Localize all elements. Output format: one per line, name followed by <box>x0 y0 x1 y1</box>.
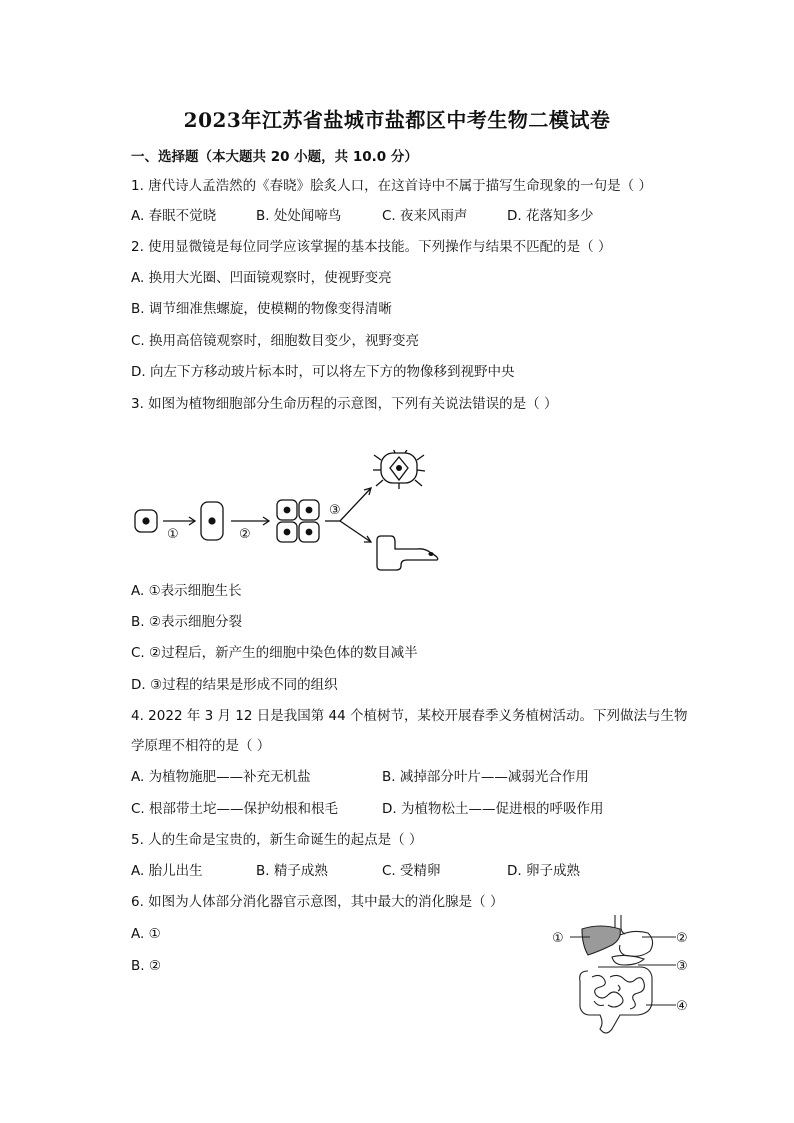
pancreas-icon <box>612 955 644 965</box>
section-heading: 一、选择题（本大题共 20 小题，共 10.0 分） <box>131 149 418 165</box>
label-3: ③ <box>676 959 688 974</box>
page-title: 2023年江苏省盐城市盐都区中考生物二模试卷 <box>183 108 611 132</box>
q1-option-a: A. 春眠不觉晓 <box>131 208 217 224</box>
q1-option-b: B. 处处闻啼鸟 <box>256 208 342 224</box>
question-4-stem-line-1: 4. 2022 年 3 月 12 日是我国第 44 个植树节，某校开展春季义务植树活动。下列做法与生物 <box>131 708 688 724</box>
small-intestine-icon <box>592 975 644 1009</box>
label-1: ① <box>552 931 564 946</box>
q6-option-a: A. ① <box>131 926 161 942</box>
q4-option-c: C. 根部带土坨——保护幼根和根毛 <box>131 801 339 817</box>
q3-option-b: B. ②表示细胞分裂 <box>131 614 242 630</box>
question-4-stem-line-2: 学原理不相符的是（ ） <box>131 738 271 754</box>
large-intestine-icon <box>580 967 652 1033</box>
question-3-stem: 3. 如图为植物细胞部分生命历程的示意图，下列有关说法错误的是（ ） <box>131 396 558 412</box>
q1-option-c: C. 夜来风雨声 <box>382 208 468 224</box>
question-1-stem: 1. 唐代诗人孟浩然的《春晓》脍炙人口，在这首诗中不属于描写生命现象的一句是（ ） <box>131 178 652 194</box>
q2-option-b: B. 调节细准焦螺旋，使模糊的物像变得清晰 <box>131 301 392 317</box>
cell-life-cycle-figure <box>125 450 455 580</box>
q5-option-a: A. 胎儿出生 <box>131 863 203 879</box>
step-label-2: ② <box>239 527 251 542</box>
q3-option-d: D. ③过程的结果是形成不同的组织 <box>131 677 338 693</box>
question-6-stem: 6. 如图为人体部分消化器官示意图，其中最大的消化腺是（ ） <box>131 894 504 910</box>
q6-option-b: B. ② <box>131 958 161 974</box>
cell-divided-group-icon <box>277 500 319 542</box>
q5-option-b: B. 精子成熟 <box>256 863 328 879</box>
q1-option-d: D. 花落知多少 <box>507 208 594 224</box>
q5-option-d: D. 卵子成熟 <box>507 863 580 879</box>
q4-option-a: A. 为植物施肥——补充无机盐 <box>131 769 311 785</box>
question-5-stem: 5. 人的生命是宝贵的，新生命诞生的起点是（ ） <box>131 832 423 848</box>
q2-option-c: C. 换用高倍镜观察时，细胞数目变少，视野变亮 <box>131 333 420 349</box>
liver-icon <box>582 926 620 955</box>
q2-option-a: A. 换用大光圈、凹面镜观察时，使视野变亮 <box>131 270 392 286</box>
label-2: ② <box>676 931 688 946</box>
q5-option-c: C. 受精卵 <box>382 863 441 879</box>
q4-option-d: D. 为植物松土——促进根的呼吸作用 <box>382 801 604 817</box>
stomach-icon <box>620 931 653 956</box>
q3-option-c: C. ②过程后，新产生的细胞中染色体的数目减半 <box>131 645 418 661</box>
question-2-stem: 2. 使用显微镜是每位同学应该掌握的基本技能。下列操作与结果不匹配的是（ ） <box>131 239 612 255</box>
q3-option-a: A. ①表示细胞生长 <box>131 583 242 599</box>
q4-option-b: B. 减掉部分叶片——减弱光合作用 <box>382 769 589 785</box>
step-label-3: ③ <box>329 503 341 518</box>
digestive-system-figure <box>548 915 698 1040</box>
q2-option-d: D. 向左下方移动玻片标本时，可以将左下方的物像移到视野中央 <box>131 364 515 380</box>
step-label-1: ① <box>167 527 179 542</box>
label-4: ④ <box>676 999 688 1014</box>
cell-differentiated-root-hair-icon <box>377 536 438 570</box>
